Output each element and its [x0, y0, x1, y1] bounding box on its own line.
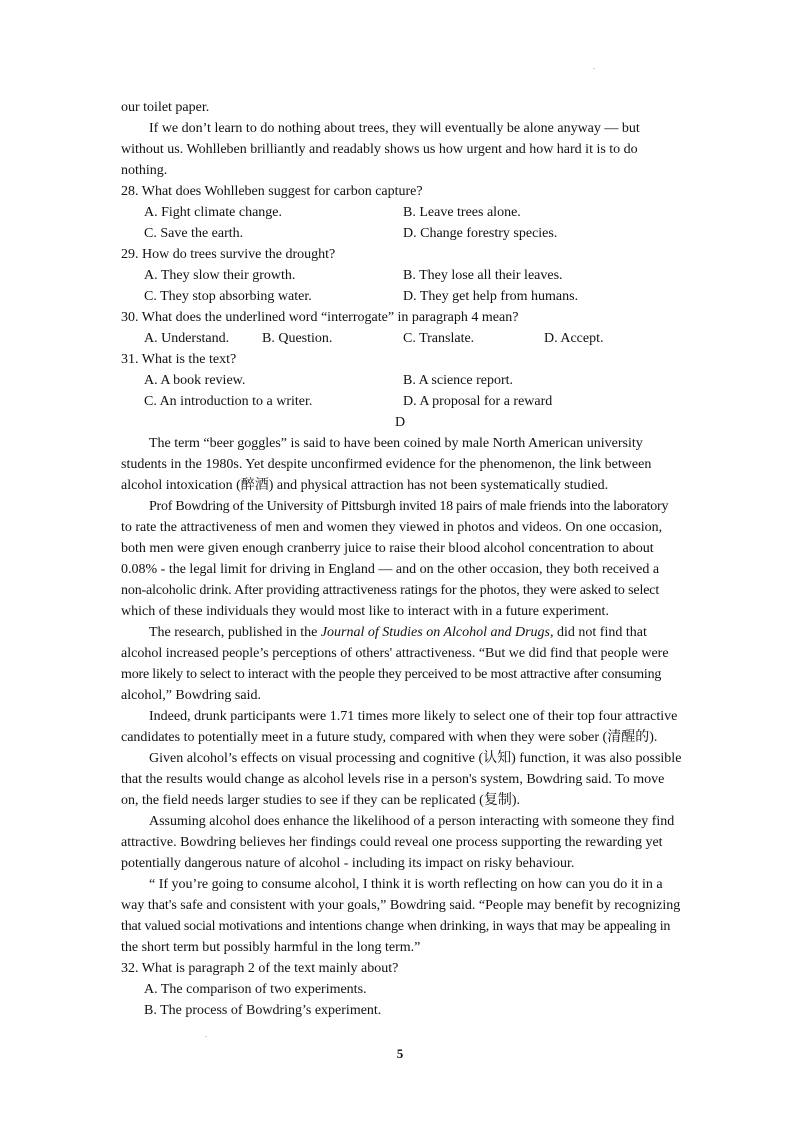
- passage-line: Given alcohol’s effects on visual processing and cognitive (认知) function, it was also possible: [149, 751, 682, 766]
- corner-mark: .: [593, 62, 595, 71]
- passage-line: If we don’t learn to do nothing about trees, they will eventually be alone anyway — but: [149, 121, 640, 136]
- passage-line: attractive. Bowdring believes her findings could reveal one process supporting the rewarding yet: [121, 835, 663, 850]
- option: D. Accept.: [544, 331, 604, 346]
- passage-line: “ If you’re going to consume alcohol, I think it is worth reflecting on how can you do it in a: [149, 877, 663, 892]
- page-number: 5: [396, 1046, 404, 1061]
- passage-line: without us. Wohlleben brilliantly and readably shows us how urgent and how hard it is to do: [121, 142, 638, 157]
- passage-line: more likely to select to interact with the people they perceived to be most attractive after consuming: [121, 667, 662, 682]
- passage-line: to rate the attractiveness of men and women they viewed in photos and videos. On one occasion,: [121, 520, 663, 535]
- journal-title: Journal of Studies on Alcohol and Drugs,: [320, 625, 554, 640]
- question-31-stem: 31. What is the text?: [121, 352, 237, 367]
- passage-line: potentially dangerous nature of alcohol - including its impact on risky behaviour.: [121, 856, 575, 871]
- passage-line: on, the field needs larger studies to see if they can be replicated (复制).: [121, 793, 520, 808]
- option: A. A book review.: [144, 373, 246, 388]
- option: B. They lose all their leaves.: [403, 268, 563, 283]
- option: D. Change forestry species.: [403, 226, 558, 241]
- passage-line: way that's safe and consistent with your goals,” Bowdring said. “People may benefit by recognizing: [121, 898, 681, 913]
- option: C. Save the earth.: [144, 226, 244, 241]
- question-32-stem: 32. What is paragraph 2 of the text mainly about?: [121, 961, 399, 976]
- option: A. Understand.: [144, 331, 230, 346]
- passage-line: both men were given enough cranberry juice to raise their blood alcohol concentration to about: [121, 541, 654, 556]
- option: D. They get help from humans.: [403, 289, 579, 304]
- option: B. Leave trees alone.: [403, 205, 521, 220]
- option: C. An introduction to a writer.: [144, 394, 313, 409]
- passage-line: Assuming alcohol does enhance the likelihood of a person interacting with someone they find: [149, 814, 675, 829]
- passage-line: candidates to potentially meet in a future study, compared with when they were sober (清醒的).: [121, 730, 658, 745]
- passage-line: alcohol increased people’s perceptions of others' attractiveness. “But we did find that people were: [121, 646, 669, 661]
- passage-line: Prof Bowdring of the University of Pittsburgh invited 18 pairs of male friends into the laboratory: [149, 499, 669, 514]
- option: B. Question.: [262, 331, 333, 346]
- passage-line: The term “beer goggles” is said to have been coined by male North American university: [149, 436, 643, 451]
- option: C. Translate.: [403, 331, 475, 346]
- passage-line: alcohol,” Bowdring said.: [121, 688, 261, 703]
- passage-line: our toilet paper.: [121, 100, 210, 115]
- bottom-mark: .: [205, 1030, 207, 1039]
- option: D. A proposal for a reward: [403, 394, 553, 409]
- section-heading: D: [394, 415, 406, 430]
- option: A. The comparison of two experiments.: [144, 982, 367, 997]
- question-30-stem: 30. What does the underlined word “interrogate” in paragraph 4 mean?: [121, 310, 519, 325]
- passage-line: that valued social motivations and intentions change when drinking, in ways that may be appealing in: [121, 919, 671, 934]
- option: A. Fight climate change.: [144, 205, 283, 220]
- passage-line: students in the 1980s. Yet despite unconfirmed evidence for the phenomenon, the link between: [121, 457, 652, 472]
- option: A. They slow their growth.: [144, 268, 296, 283]
- passage-line: non-alcoholic drink. After providing attractiveness ratings for the photos, they were asked to select: [121, 583, 660, 598]
- option: B. The process of Bowdring’s experiment.: [144, 1003, 382, 1018]
- passage-line: 0.08% - the legal limit for driving in England — and on the other occasion, they both received a: [121, 562, 660, 577]
- passage-line: that the results would change as alcohol levels rise in a person's system, Bowdring said. To move: [121, 772, 665, 787]
- passage-line: nothing.: [121, 163, 168, 178]
- question-28-stem: 28. What does Wohlleben suggest for carbon capture?: [121, 184, 423, 199]
- passage-line: alcohol intoxication (醉酒) and physical attraction has not been systematically studied.: [121, 478, 609, 493]
- passage-line-journal: The research, published in the Journal of Studies on Alcohol and Drugs, did not find that: [149, 625, 647, 640]
- question-29-stem: 29. How do trees survive the drought?: [121, 247, 336, 262]
- option: C. They stop absorbing water.: [144, 289, 312, 304]
- passage-line: which of these individuals they would most like to interact with in a future experiment.: [121, 604, 609, 619]
- passage-line: Indeed, drunk participants were 1.71 times more likely to select one of their top four attractive: [149, 709, 678, 724]
- passage-line: the short term but possibly harmful in the long term.”: [121, 940, 421, 955]
- option: B. A science report.: [403, 373, 514, 388]
